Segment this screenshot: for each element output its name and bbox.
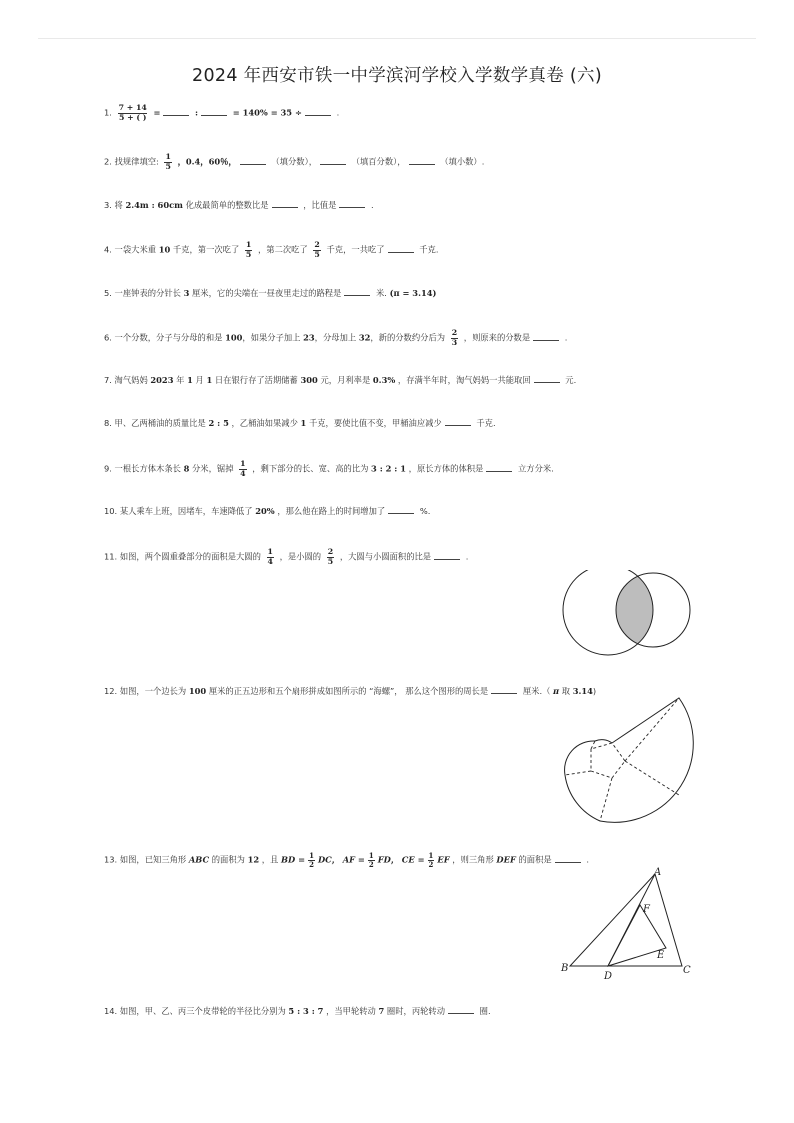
q3-blank-1[interactable] <box>272 198 298 208</box>
label-F: F <box>643 904 650 915</box>
q3-blank-2[interactable] <box>339 198 365 208</box>
question-3: 3. 将 2.4m : 60cm 化成最简单的整数比是 ，比值是 . <box>104 200 374 210</box>
label-D: D <box>604 971 613 982</box>
q7-blank[interactable] <box>534 373 560 383</box>
q14-blank[interactable] <box>448 1004 474 1014</box>
label-C: C <box>683 965 691 976</box>
q11-blank[interactable] <box>434 550 460 560</box>
q5-blank[interactable] <box>344 286 370 296</box>
question-13: 13. 如图，已知三角形 ABC 的面积为 12 ，且 BD = $\frac{1}{2}$ DC， AF = $\frac{1}{2}$ FD， CE = $\frac{1}{2}$ EF ，则三角形 DEF 的面积是 . <box>104 851 589 869</box>
q2-blank-3[interactable] <box>409 155 435 165</box>
q4-blank[interactable] <box>388 243 414 253</box>
q2-blank-1[interactable] <box>240 155 266 165</box>
question-5: 5. 一座钟表的分针长 3 厘米，它的尖端在一昼夜里走过的路程是 米. (π = 3.14) <box>104 288 437 298</box>
question-1: 1. $\frac{7 + 14}{5 + ( )}$ = : = 140% = 35 ÷ . <box>104 103 340 122</box>
q13-blank[interactable] <box>555 853 581 863</box>
top-divider <box>38 38 756 39</box>
question-9: 9. 一根长方体木条长 8 分米，锯掉 $\frac{1}{4}$ ，剩下部分的长、宽、高的比为 3 : 2 : 1 ，原长方体的体积是 立方分米. <box>104 459 554 478</box>
conch-outline <box>565 698 694 822</box>
q9-blank[interactable] <box>486 462 512 472</box>
q1-fraction: $\frac{7 + 14}{5 + ( )}$ <box>118 103 147 122</box>
question-6: 6. 一个分数，分子与分母的和是 100，如果分子加上 23，分母加上 32，新的分数约分后为 $\frac{2}{3}$ ，则原来的分数是 . <box>104 328 568 347</box>
question-12: 12. 如图，一个边长为 100 厘米的正五边形和五个扇形拼成如图所示的 “海螺”， 那么这个图形的周长是 厘米.（ π 取 3.14) <box>104 686 597 696</box>
question-4: 4. 一袋大米重 10 千克，第一次吃了 $\frac{1}{5}$ ，第二次吃了 $\frac{2}{5}$ 千克，一共吃了 千克. <box>104 240 439 259</box>
label-A: A <box>654 867 662 878</box>
q10-blank[interactable] <box>388 504 414 514</box>
question-7: 7. 淘气妈妈 2023 年 1 月 1 日在银行存了活期储蓄 300 元，月利率是 0.3% ，存满半年时，淘气妈妈一共能取回 元. <box>104 375 577 385</box>
q1-blank-1[interactable] <box>163 106 189 116</box>
question-2: 2. 找规律填空: $\frac{1}{5}$ ，0.4，60％， （填分数）， （填百分数）， （填小数）. <box>104 152 485 171</box>
q1-blank-2[interactable] <box>201 106 227 116</box>
question-14: 14. 如图，甲、乙、丙三个皮带轮的半径比分别为 5 : 3 : 7 ，当甲轮转动 7 圈时，丙轮转动 圈. <box>104 1006 491 1016</box>
q2-blank-2[interactable] <box>320 155 346 165</box>
label-B: B <box>561 963 569 974</box>
question-11: 11. 如图，两个圆重叠部分的面积是大圆的 $\frac{1}{4}$ ，是小圆的 $\frac{2}{5}$ ，大圆与小圆面积的比是 . <box>104 547 469 566</box>
q1-blank-3[interactable] <box>305 106 331 116</box>
q12-blank[interactable] <box>491 684 517 694</box>
question-8: 8. 甲、乙两桶油的质量比是 2 : 5 ，乙桶油如果减少 1 千克，要使比值不变，甲桶油应减少 千克. <box>104 418 496 428</box>
question-10: 10. 某人乘车上班，因堵车，车速降低了 20% ，那么他在路上的时间增加了 %. <box>104 506 431 516</box>
figure-conch <box>555 690 700 830</box>
label-E: E <box>657 950 665 961</box>
q6-blank[interactable] <box>533 331 559 341</box>
figure-two-circles <box>558 570 698 660</box>
figure-triangle-abc <box>558 862 698 982</box>
q8-blank[interactable] <box>445 416 471 426</box>
page-title: 2024 年西安市铁一中学滨河学校入学数学真卷 (六) <box>192 66 602 86</box>
